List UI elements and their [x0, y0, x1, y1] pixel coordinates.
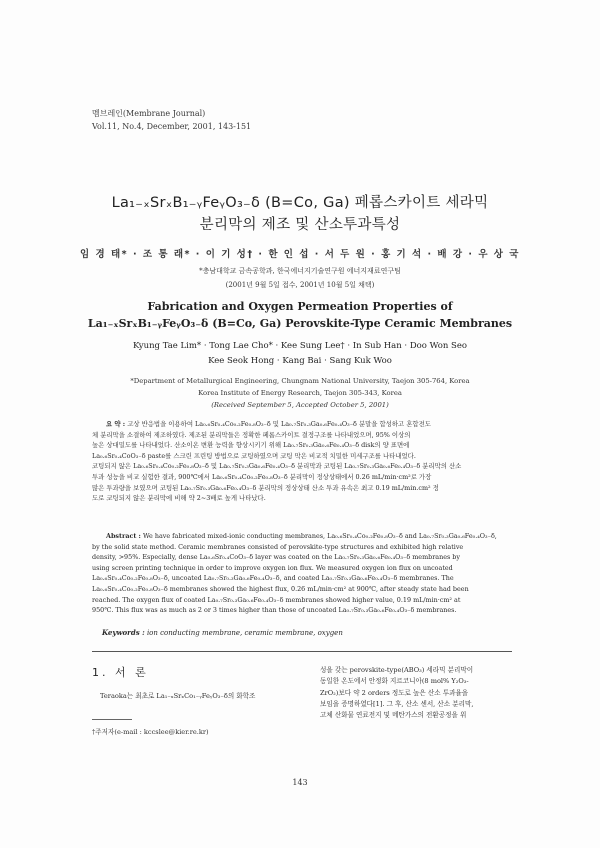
abstract-en-line: La₀.₆Sr₀.₄Co₀.₂Fe₀.₈O₃₋δ membranes showed the highest flux, 0.26 mL/min·cm² at 900℃, after steady state had been: [92, 584, 469, 593]
footnote-rule: [92, 719, 132, 720]
korean-title-line1: La₁₋ₓSrₓB₁₋ᵧFeᵧO₃₋δ (B=Co, Ga) 페롭스카이트 세라믹: [111, 195, 489, 211]
english-authors-line1: Kyung Tae Lim* · Tong Lae Cho* · Kee Sung Lee† · In Sub Han · Doo Won Seo: [133, 341, 467, 351]
korean-affiliation: *충남대학교 금속공학과, 한국에너지기술연구원 에너지재료연구팀: [199, 267, 401, 275]
abstract-en-line: La₀.₆Sr₀.₄Co₀.₂Fe₀.₈O₃₋δ, uncoated La₀.₇Sr₀.₃Ga₀.₆Fe₀.₄O₃₋δ, and coated La₀.₇Sr₀.₃Ga₀.₆Fe₀.₄O₃₋δ membranes. The: [92, 574, 454, 583]
english-abstract: [92, 531, 512, 616]
english-authors-line2: Kee Seok Hong · Kang Bai · Sang Kuk Woo: [208, 356, 392, 366]
abstract-en-line: Abstract : We have fabricated mixed-ionic conducting membranes, La₀.₆Sr₀.₄Co₀.₂Fe₀.₈O₃₋δ and La₀.₇Sr₀.₃Ga₀.₆Fe₀.₄O₃₋δ,: [106, 532, 497, 540]
body-line: 동일한 온도에서 안정화 지르코니아(8 mol% Y₂O₃-: [320, 677, 469, 686]
section-divider: [92, 651, 512, 652]
body-line: 고체 산화물 연료전지 및 메탄가스의 전환공정을 위: [320, 711, 467, 720]
korean-authors: 임 경 태* · 조 통 래* · 이 기 성† · 한 인 섭 · 서 두 원 · 홍 기 석 · 배 강 · 우 상 국: [80, 249, 520, 260]
body-line: Teraoka는 최초로 La₁₋ₓSrₓCo₁₋ᵧFeᵧO₃₋δ의 화학조: [100, 692, 256, 700]
abstract-ko-line: 높은 상대밀도를 나타내었다. 산소이온 변환 능력을 향상시키기 위해 La₀.₇Sr₀.₃Ga₀.₆Fe₀.₄O₃₋δ disk의 양 표면에: [92, 441, 410, 450]
abstract-en-line: reached. The oxygen flux of coated La₀.₇Sr₀.₃Ga₀.₆Fe₀.₄O₃₋δ membranes showed higher value, 0.19 mL/min·cm² at: [92, 595, 461, 604]
abstract-en-line: using screen printing technique in order to improve oxygen ion flux. We measured oxygen ion flux on uncoated: [92, 563, 453, 572]
body-line: 성을 갖는 perovskite-type(ABO₃) 세라믹 분리막이: [320, 666, 474, 674]
english-affiliation-line2: Korea Institute of Energy Research, Taejon 305-343, Korea: [198, 389, 402, 397]
footnote: †주저자(e-mail : kccslee@kier.re.kr): [92, 728, 209, 736]
abstract-ko-line: 코팅되지 않은 La₀.₆Sr₀.₄Co₀.₂Fe₀.₈O₃₋δ 및 La₀.₇Sr₀.₃Ga₀.₆Fe₀.₄O₃₋δ 분리막과 코팅된 La₀.₇Sr₀.₃Ga₀.₆Fe₀.₄O₃₋δ 분리막의 산소: [92, 462, 462, 471]
abstract-en-label: Abstract :: [106, 532, 141, 540]
abstract-ko-line: 투과 성능을 비교 실험한 결과, 900℃에서 La₀.₆Sr₀.₄Co₀.₂Fe₀.₈O₃₋δ 분리막이 정상상태에서 0.26 mL/min·cm²로 가장: [92, 472, 432, 481]
keywords-text: ion conducting membrane, ceramic membrane, oxygen: [146, 629, 343, 637]
abstract-en-line: density, >95%. Especially, dense La₀.₆Sr₀.₄CoO₃₋δ layer was coated on the La₀.₇Sr₀.₃Ga₀.₆Fe₀.₄O₃₋δ membranes by: [92, 553, 460, 562]
korean-title-line2: 분리막의 제조 및 산소투과특성: [199, 217, 401, 233]
abstract-ko-line: 체 분리막을 소결하여 제조하였다. 제조된 분리막들은 정확한 페롭스카이트 결정구조를 나타내었으며, 95% 이상의: [92, 430, 411, 439]
abstract-ko-line: 도로 코팅되지 않은 분리막에 비해 약 2~3배로 높게 나타났다.: [92, 494, 266, 503]
abstract-en-line: by the solid state method. Ceramic membranes consisted of perovskite-type structures and exhibited high relative: [92, 542, 464, 551]
abstract-ko-line: La₀.₆Sr₀.₄CoO₃₋δ paste를 스크린 프린팅 방법으로 코팅하였으며 코팅 막은 비교적 치밀한 미세구조를 나타내었다.: [92, 451, 416, 460]
english-title-line1: Fabrication and Oxygen Permeation Properties of: [147, 300, 453, 313]
korean-abstract: [92, 419, 512, 504]
english-affiliation-line1: *Department of Metallurgical Engineering, Chungnam National University, Taejon 305-764, Korea: [130, 377, 470, 385]
abstract-ko-line: 많은 투과량을 보였으며 코팅된 La₀.₇Sr₀.₃Ga₀.₆Fe₀.₄O₃₋δ 분리막의 정상상태 산소 투과 유속은 최고 0.19 mL/min.cm² 정: [92, 483, 439, 492]
body-line: 보임을 증명하였다[1]. 그 후, 산소 센서, 산소 분리막,: [320, 699, 474, 708]
body-line: ZrO₂)보다 약 2 orders 정도로 높은 산소 투과율을: [320, 688, 469, 697]
english-received: (Received September 5, Accepted October 5, 2001): [211, 401, 389, 409]
page-number: 143: [292, 778, 308, 787]
keywords: [92, 627, 512, 639]
english-title-line2: La₁₋ₓSrₓB₁₋ᵧFeᵧO₃₋δ (B=Co, Ga) Perovskite-Type Ceramic Membranes: [87, 317, 513, 330]
korean-received: (2001년 9월 5일 접수, 2001년 10월 5일 채택): [225, 281, 375, 289]
abstract-ko-label: 요 약 :: [106, 420, 126, 428]
journal-name: 멤브레인(Membrane Journal): [92, 109, 206, 118]
left-column: [100, 691, 305, 702]
section-heading: 1. 서 론: [92, 666, 149, 679]
journal-volume: Vol.11, No.4, December, 2001, 143-151: [92, 122, 252, 131]
keywords-label: Keywords :: [102, 628, 145, 637]
abstract-ko-line: 요 약 : 고상 반응법을 이용하여 La₀.₆Sr₀.₄Co₀.₂Fe₀.₈O₃₋δ 및 La₀.₇Sr₀.₃Ga₀.₆Fe₀.₄O₃₋δ 분말을 합성하고 혼합전도: [106, 420, 431, 428]
right-column: [320, 665, 515, 721]
abstract-en-line: 950℃. This flux was as much as 2 or 3 times higher than those of uncoated La₀.₇Sr₀.₃Ga₀.₆Fe₀.₄O₃₋δ membranes.: [92, 606, 457, 615]
